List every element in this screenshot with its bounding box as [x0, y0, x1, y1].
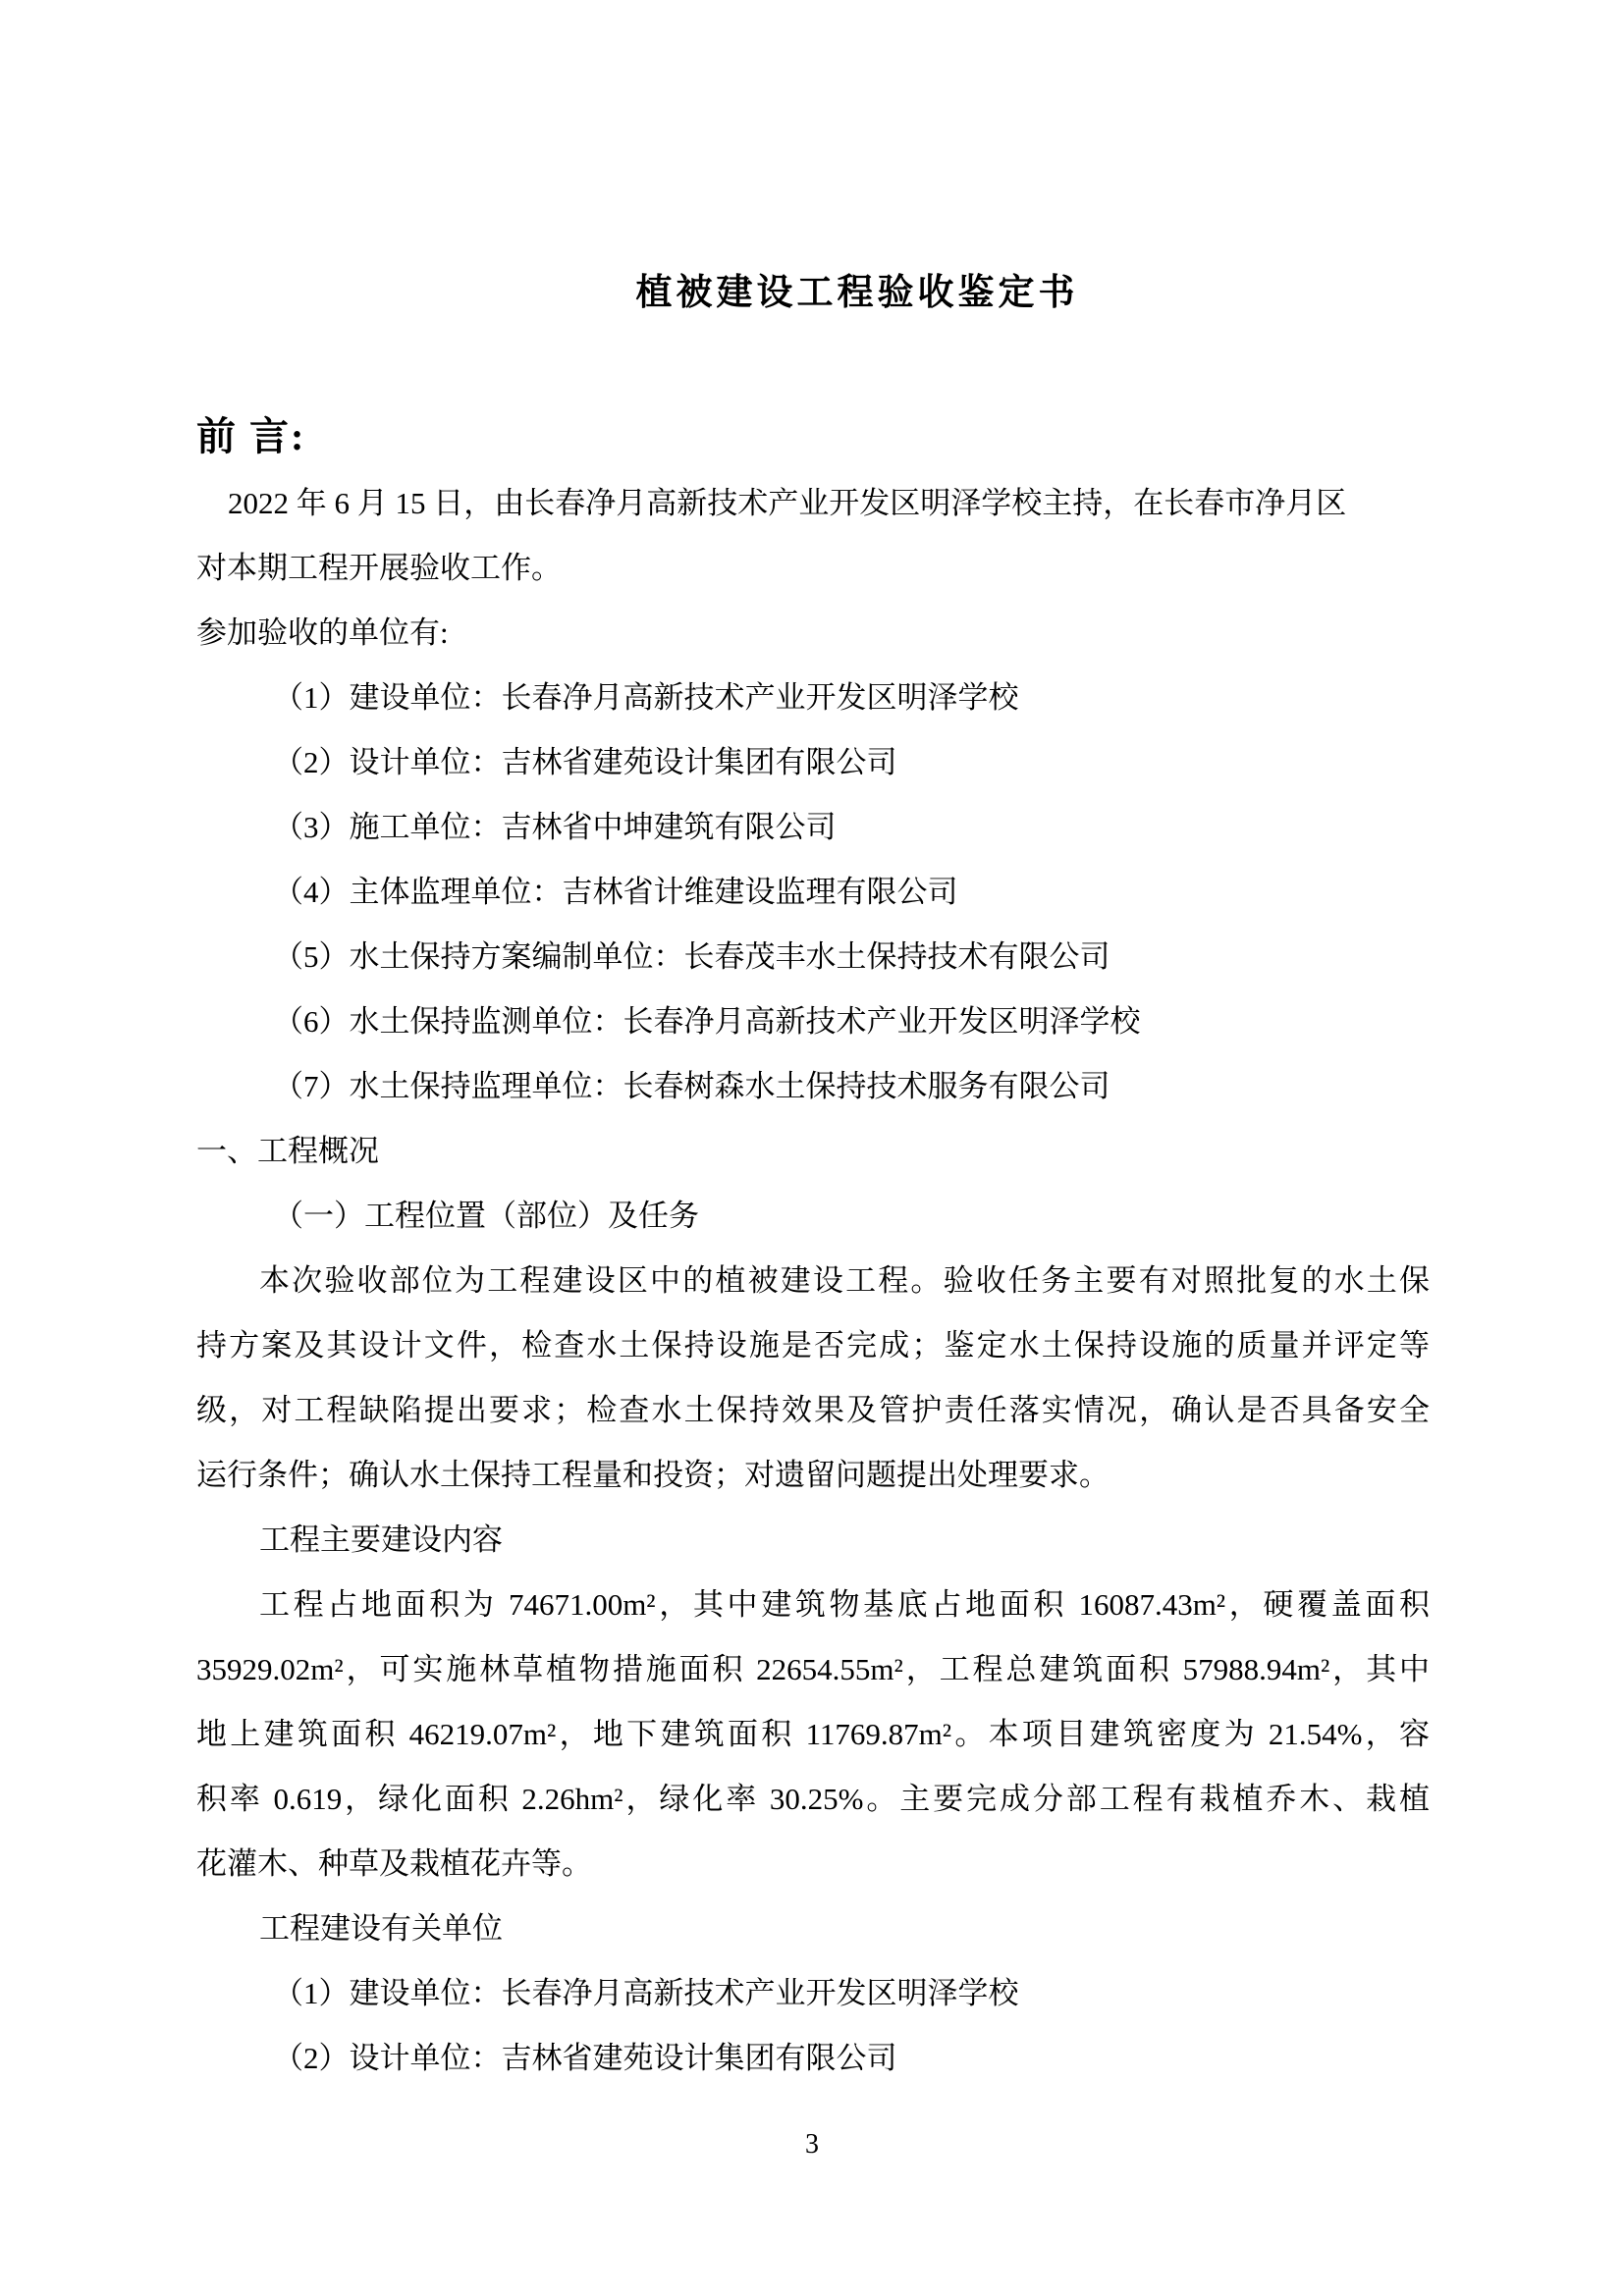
page-number: 3 — [805, 2129, 819, 2160]
document-body — [196, 471, 1430, 2091]
document-title: 植被建设工程验收鉴定书 — [635, 273, 1079, 313]
participant-item: （7）水土保持监理单位：长春树森水土保持技术服务有限公司 — [273, 1069, 1110, 1103]
content-paragraph-line: 地上建筑面积 46219.07m²，地下建筑面积 11769.87m²。本项目建筑密度为 21.54%，容 — [196, 1717, 1430, 1751]
preface-heading: 前 言: — [196, 414, 306, 458]
participant-item: （2）设计单位：吉林省建苑设计集团有限公司 — [273, 745, 897, 779]
section-heading: 一、工程概况 — [196, 1134, 379, 1168]
task-paragraph-line: 级，对工程缺陷提出要求；检查水土保持效果及管护责任落实情况，确认是否具备安全 — [196, 1393, 1430, 1427]
participants-intro: 参加验收的单位有: — [196, 615, 449, 650]
participant-item: （6）水土保持监测单位：长春净月高新技术产业开发区明泽学校 — [273, 1004, 1141, 1039]
preface-paragraph-line: 2022 年 6 月 15 日，由长春净月高新技术产业开发区明泽学校主持，在长春市净月区 — [228, 486, 1347, 520]
task-paragraph-line: 运行条件；确认水土保持工程量和投资；对遗留问题提出处理要求。 — [196, 1458, 1110, 1492]
participant-item: （1）建设单位：长春净月高新技术产业开发区明泽学校 — [273, 680, 1019, 715]
unit-item: （2）设计单位：吉林省建苑设计集团有限公司 — [273, 2041, 897, 2075]
participant-item: （4）主体监理单位：吉林省计维建设监理有限公司 — [273, 875, 958, 909]
content-paragraph-line: 花灌木、种草及栽植花卉等。 — [196, 1846, 592, 1881]
subsection-heading: （一）工程位置（部位）及任务 — [273, 1199, 699, 1233]
content-subheading: 工程主要建设内容 — [259, 1522, 503, 1557]
participant-item: （3）施工单位：吉林省中坤建筑有限公司 — [273, 810, 837, 844]
unit-item: （1）建设单位：长春净月高新技术产业开发区明泽学校 — [273, 1976, 1019, 2010]
participant-item: （5）水土保持方案编制单位：长春茂丰水土保持技术有限公司 — [273, 939, 1110, 974]
content-paragraph-line: 积率 0.619，绿化面积 2.26hm²，绿化率 30.25%。主要完成分部工程有栽植乔木、栽植 — [196, 1782, 1430, 1816]
content-paragraph-line: 工程占地面积为 74671.00m²，其中建筑物基底占地面积 16087.43m²，硬覆盖面积 — [259, 1587, 1430, 1622]
content-paragraph-line: 35929.02m²，可实施林草植物措施面积 22654.55m²，工程总建筑面积 57988.94m²，其中 — [196, 1652, 1430, 1686]
preface-paragraph-line: 对本期工程开展验收工作。 — [196, 551, 562, 585]
units-subheading: 工程建设有关单位 — [259, 1911, 503, 1946]
task-paragraph-line: 本次验收部位为工程建设区中的植被建设工程。验收任务主要有对照批复的水土保 — [259, 1263, 1430, 1298]
task-paragraph-line: 持方案及其设计文件，检查水土保持设施是否完成；鉴定水土保持设施的质量并评定等 — [196, 1328, 1430, 1362]
